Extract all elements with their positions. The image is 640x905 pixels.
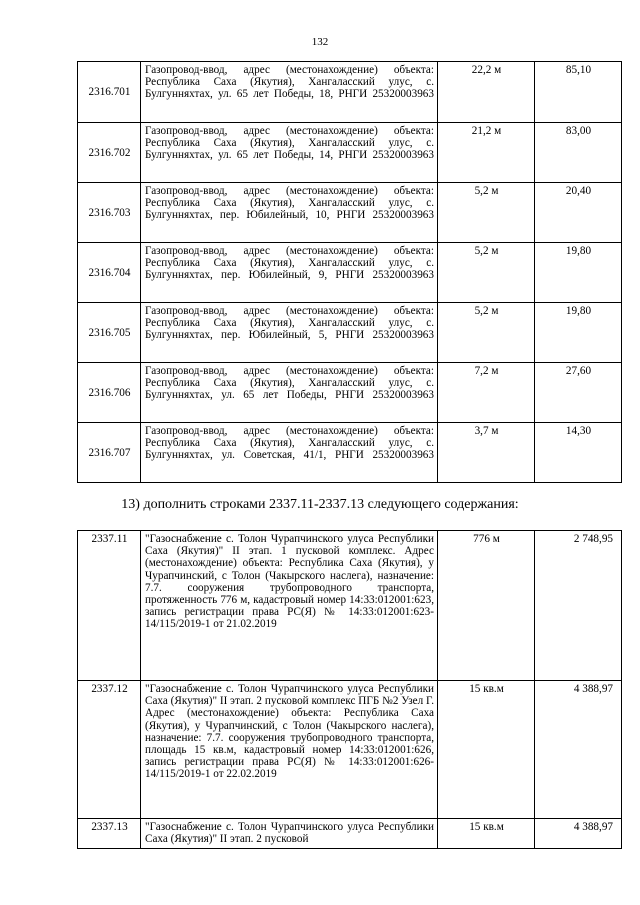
object-cost: 4 388,97 (535, 681, 622, 819)
object-description: "Газоснабжение с. Толон Чурапчинского улуса Республики Саха (Якутия)" II этап. 1 пусковой комплекс. Адрес (местонахождение) объекта: Республика Саха (Якутия), у Чурапчинский, с Толон (Чакырского наслега), назначение: 7.7. сооружения трубопроводного транспорта, протяженность 776 м, кадастровый номер 14:33:012001:623, запись регистрации права РС(Я) № 14:33:012001:623-14/115/2019-1 от 21.02.2019 (141, 531, 438, 681)
row-number: 2316.702 (78, 123, 141, 183)
registry-table-bottom (77, 530, 622, 849)
object-cost: 27,60 (535, 363, 622, 423)
row-number: 2316.706 (78, 363, 141, 423)
page-number: 132 (311, 36, 329, 48)
registry-table-top (77, 61, 622, 483)
row-number: 2316.705 (78, 303, 141, 363)
object-cost: 83,00 (535, 123, 622, 183)
object-length: 15 кв.м (438, 819, 535, 849)
object-description: Газопровод-ввод, адрес (местонахождение) объекта: Республика Саха (Якутия), Хангаласский улус, с. Булгунняхтах, ул. 65 лет Победы, РНГИ 25320003963 (141, 363, 438, 423)
row-number: 2316.707 (78, 423, 141, 483)
table-row (78, 183, 622, 243)
object-description: Газопровод-ввод, адрес (местонахождение) объекта: Республика Саха (Якутия), Хангаласский улус, с. Булгунняхтах, пер. Юбилейный, 5, РНГИ 25320003963 (141, 303, 438, 363)
row-number: 2316.701 (78, 62, 141, 123)
table-row (78, 243, 622, 303)
table-row (78, 123, 622, 183)
object-cost: 19,80 (535, 303, 622, 363)
object-description: Газопровод-ввод, адрес (местонахождение) объекта: Республика Саха (Якутия), Хангаласский улус, с. Булгунняхтах, ул. Советская, 41/1, РНГИ 25320003963 (141, 423, 438, 483)
object-cost: 19,80 (535, 243, 622, 303)
object-description: Газопровод-ввод, адрес (местонахождение) объекта: Республика Саха (Якутия), Хангаласский улус, с. Булгунняхтах, ул. 65 лет Победы, 18, РНГИ 25320003963 (141, 62, 438, 123)
object-description: Газопровод-ввод, адрес (местонахождение) объекта: Республика Саха (Якутия), Хангаласский улус, с. Булгунняхтах, пер. Юбилейный, 9, РНГИ 25320003963 (141, 243, 438, 303)
table-row (78, 363, 622, 423)
table-row (78, 531, 622, 681)
object-cost: 20,40 (535, 183, 622, 243)
object-length: 15 кв.м (438, 681, 535, 819)
row-number: 2337.13 (78, 819, 141, 849)
object-description: Газопровод-ввод, адрес (местонахождение) объекта: Республика Саха (Якутия), Хангаласский улус, с. Булгунняхтах, пер. Юбилейный, 10, РНГИ 25320003963 (141, 183, 438, 243)
object-length: 776 м (438, 531, 535, 681)
table-row (78, 423, 622, 483)
object-cost: 85,10 (535, 62, 622, 123)
object-length: 5,2 м (438, 243, 535, 303)
object-length: 3,7 м (438, 423, 535, 483)
object-cost: 2 748,95 (535, 531, 622, 681)
object-length: 7,2 м (438, 363, 535, 423)
row-number: 2316.703 (78, 183, 141, 243)
object-length: 5,2 м (438, 303, 535, 363)
object-length: 22,2 м (438, 62, 535, 123)
object-cost: 4 388,97 (535, 819, 622, 849)
object-cost: 14,30 (535, 423, 622, 483)
object-length: 5,2 м (438, 183, 535, 243)
object-description: "Газоснабжение с. Толон Чурапчинского улуса Республики Саха (Якутия)" II этап. 2 пусковой комплекс ПГБ №2 Узел Г. Адрес (местонахождение) объекта: Республика Саха (Якутия), у Чурапчинский, с Толон (Чакырского наслега), назначение: 7.7. сооружения трубопроводного транспорта, площадь 15 кв.м, кадастровый номер 14:33:012001:626, запись регистрации права РС(Я) № 14:33:012001:626-14/115/2019-1 от 22.02.2019 (141, 681, 438, 819)
row-number: 2337.12 (78, 681, 141, 819)
object-description: "Газоснабжение с. Толон Чурапчинского улуса Республики Саха (Якутия)" II этап. 2 пусковой (141, 819, 438, 849)
table-row (78, 62, 622, 123)
row-number: 2316.704 (78, 243, 141, 303)
amendment-instruction: 13) дополнить строками 2337.11-2337.13 следующего содержания: (121, 497, 519, 512)
object-length: 21,2 м (438, 123, 535, 183)
table-row (78, 681, 622, 819)
table-row (78, 819, 622, 849)
table-row (78, 303, 622, 363)
object-description: Газопровод-ввод, адрес (местонахождение) объекта: Республика Саха (Якутия), Хангаласский улус, с. Булгунняхтах, ул. 65 лет Победы, 14, РНГИ 25320003963 (141, 123, 438, 183)
row-number: 2337.11 (78, 531, 141, 681)
